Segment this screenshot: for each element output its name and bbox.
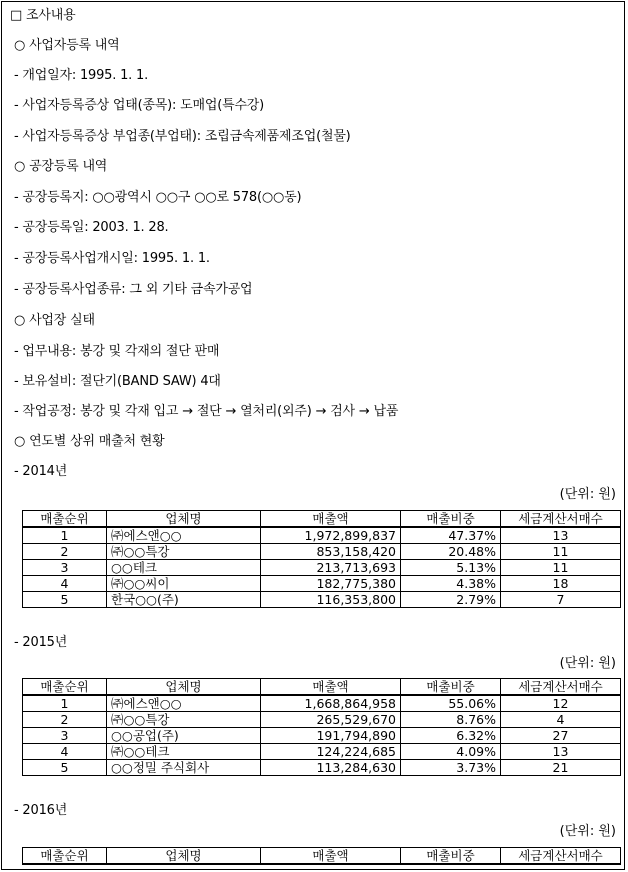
cell-invoices: 4	[501, 712, 621, 728]
table-header-row	[23, 679, 621, 696]
cell-amount: 182,775,380	[261, 576, 401, 592]
year-label-2014: - 2014년	[14, 464, 68, 479]
cell-amount: 113,284,630	[261, 760, 401, 776]
header-share: 매출비중	[401, 511, 501, 528]
table-row	[23, 712, 621, 728]
header-rank: 매출순위	[23, 511, 107, 528]
header-rank: 매출순위	[23, 679, 107, 696]
year-label-2016: - 2016년	[14, 803, 68, 818]
unit-label-2015: (단위: 원)	[559, 656, 616, 671]
factory-category-line: - 공장등록사업종류: 그 외 기타 금속가공업	[14, 282, 253, 297]
cell-invoices: 11	[501, 544, 621, 560]
cell-company: ○○정밀 주식회사	[107, 760, 261, 776]
header-rank: 매출순위	[23, 848, 107, 865]
cell-invoices: 18	[501, 576, 621, 592]
cell-rank: 3	[23, 560, 107, 576]
header-company: 업체명	[107, 511, 261, 528]
open-date-line: - 개업일자: 1995. 1. 1.	[14, 68, 149, 83]
table-header-row	[23, 848, 621, 865]
work-line: - 업무내용: 봉강 및 각재의 절단 판매	[14, 344, 220, 359]
unit-label-2016: (단위: 원)	[559, 824, 616, 839]
cell-amount: 213,713,693	[261, 560, 401, 576]
unit-label-2014: (단위: 원)	[559, 487, 616, 502]
table-header-row	[23, 511, 621, 528]
cell-rank: 5	[23, 760, 107, 776]
cell-share: 55.06%	[401, 695, 501, 712]
header-invoices: 세금계산서매수	[501, 848, 621, 865]
cell-share: 5.13%	[401, 560, 501, 576]
process-line: - 작업공정: 봉강 및 각재 입고 → 절단 → 열처리(외주) → 검사 → 납품	[14, 404, 399, 419]
cell-amount: 1,668,864,958	[261, 695, 401, 712]
sub-type-line: - 사업자등록증상 부업종(부업태): 조립금속제품제조업(철물)	[14, 129, 351, 144]
cell-company: ㈜○○테크	[107, 744, 261, 760]
year-label-2015: - 2015년	[14, 635, 68, 650]
header-company: 업체명	[107, 848, 261, 865]
cell-invoices: 7	[501, 592, 621, 608]
table-row	[23, 560, 621, 576]
table-row	[23, 695, 621, 712]
cell-amount: 853,158,420	[261, 544, 401, 560]
cell-company: ㈜에스앤○○	[107, 695, 261, 712]
cell-rank: 1	[23, 695, 107, 712]
cell-rank: 1	[23, 527, 107, 544]
cell-rank: 2	[23, 544, 107, 560]
cell-company: ㈜에스앤○○	[107, 527, 261, 544]
factory-date-line: - 공장등록일: 2003. 1. 28.	[14, 220, 169, 235]
survey-heading: □ 조사내용	[10, 8, 76, 23]
table-row	[23, 760, 621, 776]
cell-rank: 4	[23, 576, 107, 592]
cell-amount: 265,529,670	[261, 712, 401, 728]
site-status-heading: ○ 사업장 실태	[14, 313, 95, 328]
cell-amount: 191,794,890	[261, 728, 401, 744]
cell-share: 8.76%	[401, 712, 501, 728]
cell-invoices: 27	[501, 728, 621, 744]
header-share: 매출비중	[401, 679, 501, 696]
header-share: 매출비중	[401, 848, 501, 865]
cell-company: ㈜○○특강	[107, 712, 261, 728]
cell-invoices: 12	[501, 695, 621, 712]
cell-invoices: 13	[501, 527, 621, 544]
cell-invoices: 13	[501, 744, 621, 760]
cell-share: 2.79%	[401, 592, 501, 608]
cell-invoices: 11	[501, 560, 621, 576]
cell-rank: 5	[23, 592, 107, 608]
document-page	[1, 1, 625, 870]
factory-location-line: - 공장등록지: ○○광역시 ○○구 ○○로 578(○○동)	[14, 190, 302, 205]
table-row	[23, 592, 621, 608]
header-amount: 매출액	[261, 511, 401, 528]
cell-share: 20.48%	[401, 544, 501, 560]
cell-rank: 4	[23, 744, 107, 760]
header-amount: 매출액	[261, 848, 401, 865]
factory-start-date-line: - 공장등록사업개시일: 1995. 1. 1.	[14, 251, 210, 266]
factory-registration-heading: ○ 공장등록 내역	[14, 159, 108, 174]
table-row	[23, 728, 621, 744]
table-row	[23, 576, 621, 592]
cell-amount: 124,224,685	[261, 744, 401, 760]
cell-share: 4.38%	[401, 576, 501, 592]
cell-amount: 1,972,899,837	[261, 527, 401, 544]
cell-company: 한국○○(주)	[107, 592, 261, 608]
cell-rank: 3	[23, 728, 107, 744]
cell-share: 47.37%	[401, 527, 501, 544]
table-row	[23, 744, 621, 760]
table-row	[23, 527, 621, 544]
cell-share: 3.73%	[401, 760, 501, 776]
cell-share: 6.32%	[401, 728, 501, 744]
cell-company: ○○테크	[107, 560, 261, 576]
header-invoices: 세금계산서매수	[501, 679, 621, 696]
header-company: 업체명	[107, 679, 261, 696]
sales-table-2016	[22, 847, 621, 865]
business-registration-heading: ○ 사업자등록 내역	[14, 38, 120, 53]
header-amount: 매출액	[261, 679, 401, 696]
sales-table-2015	[22, 678, 621, 776]
main-type-line: - 사업자등록증상 업태(종목): 도매업(특수강)	[14, 98, 265, 113]
cell-invoices: 21	[501, 760, 621, 776]
table-row	[23, 544, 621, 560]
cell-company: ○○공업(주)	[107, 728, 261, 744]
header-invoices: 세금계산서매수	[501, 511, 621, 528]
cell-share: 4.09%	[401, 744, 501, 760]
cell-amount: 116,353,800	[261, 592, 401, 608]
cell-company: ㈜○○씨이	[107, 576, 261, 592]
cell-rank: 2	[23, 712, 107, 728]
top-customers-heading: ○ 연도별 상위 매출처 현황	[14, 434, 165, 449]
cell-company: ㈜○○특강	[107, 544, 261, 560]
equipment-line: - 보유설비: 절단기(BAND SAW) 4대	[14, 374, 221, 389]
sales-table-2014	[22, 510, 621, 608]
